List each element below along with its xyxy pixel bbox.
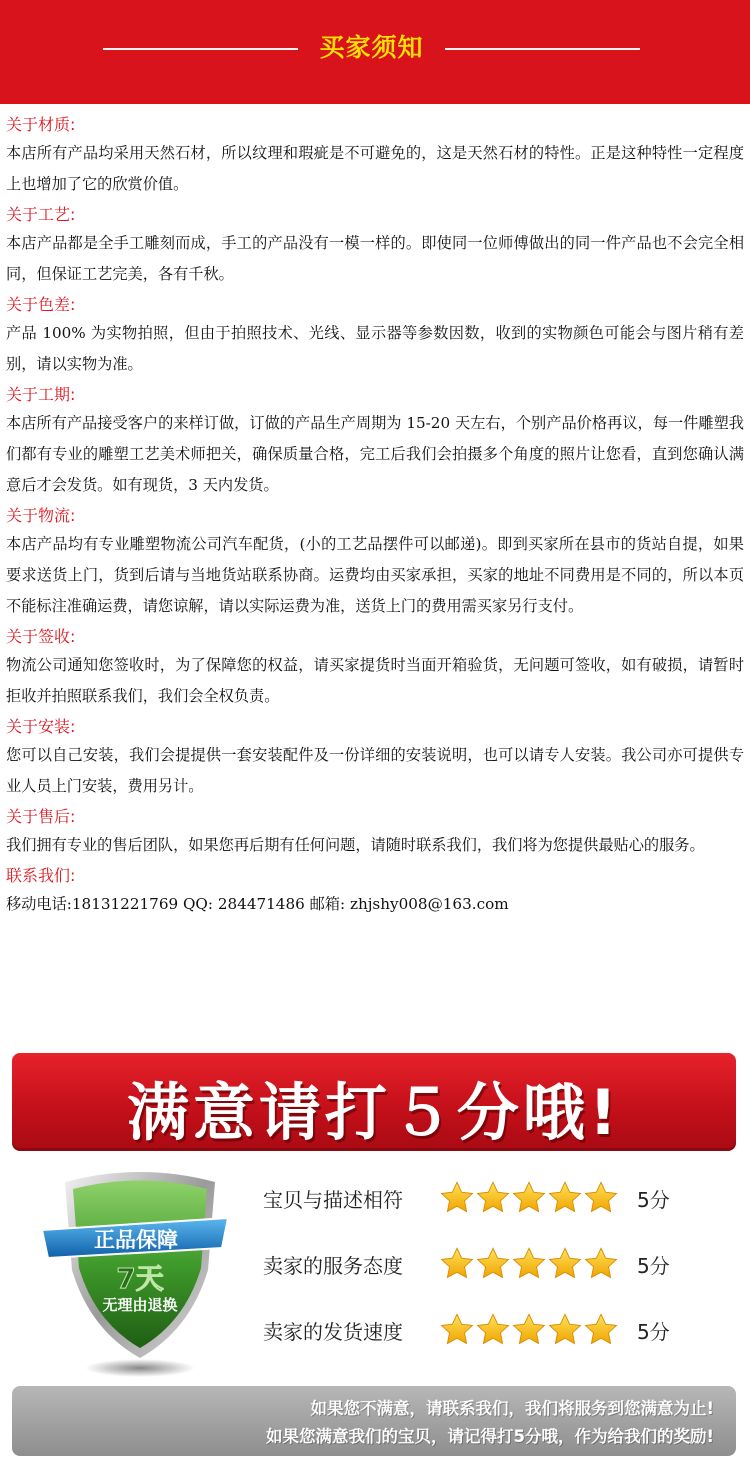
section-install [6,714,744,802]
shield-sub-text: 无理由退换 [102,1296,178,1314]
footer-line-2: 如果您满意我们的宝贝，请记得打5分哦，作为给我们的奖励! [265,1427,714,1446]
page-title: 买家须知 [319,33,424,62]
star-icon [547,1246,583,1282]
section-title: 关于售后: [6,807,76,826]
rating-row-description [263,1178,703,1218]
star-icon [439,1312,475,1348]
rating-stars [439,1180,619,1216]
star-icon [511,1312,547,1348]
section-logistics [6,503,744,622]
shield-ribbon-text: 正品保障 [94,1228,178,1252]
notice-content [6,112,744,919]
rating-label: 卖家的服务态度 [263,1254,403,1278]
section-body: 本店所有产品接受客户的来样订做，订做的产品生产周期为 15-20 天左右，个别产品价格再议，每一件雕塑我们都有专业的雕塑工艺美术师把关，确保质量合格，完工后我们会拍摄多个角度的照片让您看，直到您确认满意后才会发货。如有现货，3 天内发货。 [6,414,744,494]
rating-request-banner [12,1053,736,1151]
section-body: 物流公司通知您签收时，为了保障您的权益，请买家提货时当面开箱验货，无问题可签收，如有破损，请暂时拒收并拍照联系我们，我们会全权负责。 [6,656,744,705]
star-icon [511,1246,547,1282]
section-aftersale [6,804,744,861]
star-icon [583,1180,619,1216]
footer-line-1: 如果您不满意，请联系我们，我们将服务到您满意为止! [310,1399,714,1418]
section-period [6,382,744,501]
section-title: 关于物流: [6,506,76,525]
header-divider-left [103,48,298,50]
rating-stars [439,1246,619,1282]
section-body: 您可以自己安装，我们会提提供一套安装配件及一份详细的安装说明，也可以请专人安装。我公司亦可提供专业人员上门安装，费用另计。 [6,746,744,795]
section-title: 关于材质: [6,115,76,134]
section-body: 本店产品都是全手工雕刻而成，手工的产品没有一模一样的。即使同一位师傅做出的同一件产品也不会完全相同，但保证工艺完美，各有千秋。 [6,234,744,283]
section-body: 产品 100% 为实物拍照，但由于拍照技术、光线、显示器等参数因数，收到的实物颜色可能会与图片稍有差别，请以实物为准。 [6,324,744,373]
star-icon [439,1180,475,1216]
section-body: 本店所有产品均采用天然石材，所以纹理和瑕疵是不可避免的，这是天然石材的特性。正是这种特性一定程度上也增加了它的欣赏价值。 [6,144,744,193]
shield-days-text: 7天 [116,1262,164,1295]
star-icon [475,1312,511,1348]
section-title: 关于色差: [6,295,76,314]
section-color [6,292,744,380]
section-title: 关于安装: [6,717,76,736]
contact-title: 联系我们: [6,866,76,885]
rating-label: 宝贝与描述相符 [263,1188,403,1212]
section-material [6,112,744,200]
star-icon [475,1180,511,1216]
contact-line: 移动电话:18131221769 QQ: 284471486 邮箱: zhjshy008@163.com [6,895,509,913]
rating-label: 卖家的发货速度 [263,1320,403,1344]
star-icon [583,1312,619,1348]
guarantee-shield-icon [40,1160,230,1385]
rating-score: 5分 [637,1188,670,1212]
star-icon [475,1246,511,1282]
header-banner [0,0,750,104]
section-contact [6,863,744,919]
header-divider-right [445,48,640,50]
banner-text: 满意请打５分哦! [126,1076,622,1149]
section-signing [6,624,744,712]
star-icon [583,1246,619,1282]
star-icon [439,1246,475,1282]
section-body: 本店产品均有专业雕塑物流公司汽车配货，(小的工艺品摆件可以邮递)。即到买家所在县市的货站自提，如果要求送货上门，货到后请与当地货站联系协商。运费均由买家承担，买家的地址不同费用是不同的，所以本页不能标注准确运费，请您谅解，请以实际运费为准，送货上门的费用需买家另行支付。 [6,535,744,615]
rating-score: 5分 [637,1320,670,1344]
section-title: 关于签收: [6,627,76,646]
footer-message [12,1386,736,1456]
rating-score: 5分 [637,1254,670,1278]
rating-row-shipping [263,1310,703,1350]
section-title: 关于工期: [6,385,76,404]
rating-stars [439,1312,619,1348]
star-icon [511,1180,547,1216]
star-icon [547,1312,583,1348]
section-body: 我们拥有专业的售后团队，如果您再后期有任何问题，请随时联系我们，我们将为您提供最贴心的服务。 [6,836,705,854]
section-title: 关于工艺: [6,205,76,224]
section-craft [6,202,744,290]
rating-row-service [263,1244,703,1284]
star-icon [547,1180,583,1216]
